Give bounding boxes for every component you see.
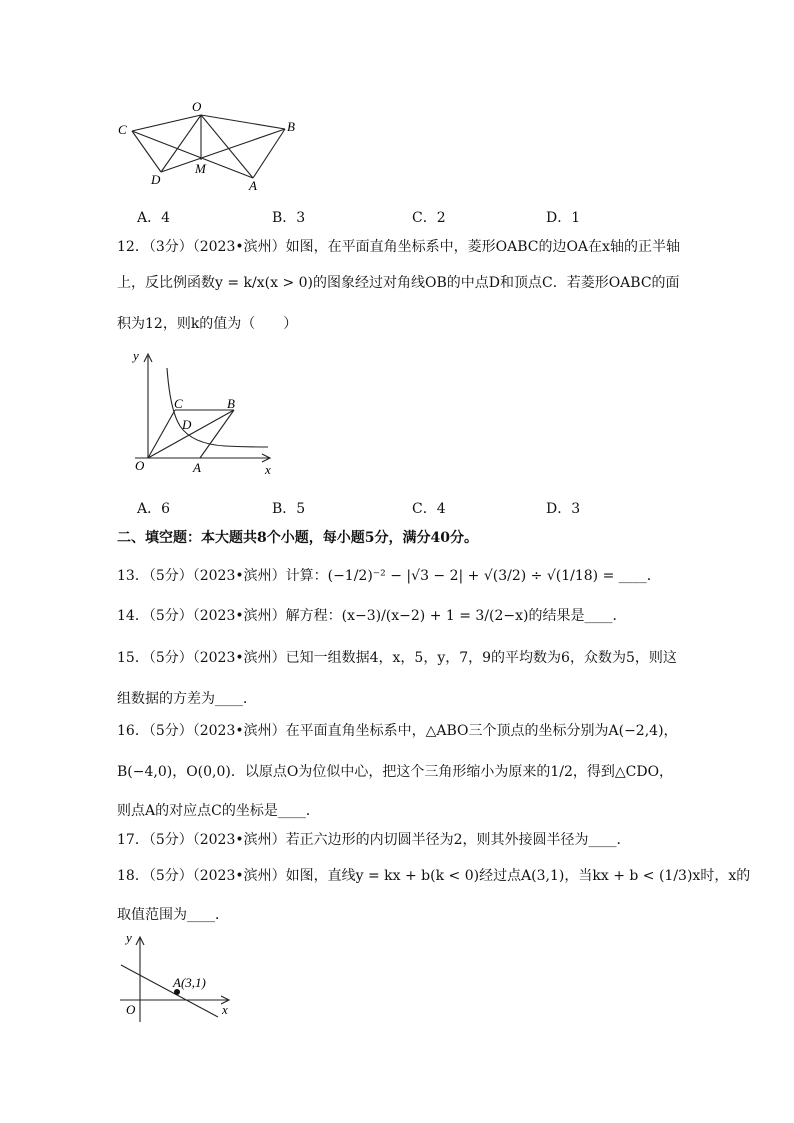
q11-label-o: O [192,99,202,114]
q15-line1: 15．（5分）（2023•滨州）已知一组数据4，x，5，y，7，9的平均数为6，众数为5，则这 [117,650,677,666]
q11-option-d: D．1 [546,210,581,226]
q13-text: 13．（5分）（2023•滨州）计算：(−1/2)⁻² − |√3 − 2| + √(3/2) ÷ √(1/18) = ____． [117,568,661,584]
q18-label-y: y [126,930,132,945]
q12-line2: 上，反比例函数y = k/x(x > 0)的图象经过对角线OB的中点D和顶点C．若菱形OABC的面 [117,275,680,291]
q11-option-a: A．4 [137,210,171,226]
q12-label-a: A [193,460,201,475]
q12-label-b: B [227,396,235,411]
q11-label-c: C [118,122,127,137]
q12-label-o: O [135,458,145,473]
q11-label-d: D [151,172,161,187]
q12-label-x: x [265,462,271,476]
q11-label-a: A [249,178,257,193]
q18-line1: 18．（5分）（2023•滨州）如图，直线y = kx + b(k < 0)经过点A(3,1)，当kx + b < (1/3)x时，x的 [117,868,751,884]
q12-option-a: A．6 [137,501,171,517]
q16-line2: B(−4,0)，O(0,0)．以原点O为位似中心，把这个三角形缩小为原来的1/2，得到△CDO， [117,764,674,780]
q11-label-b: B [287,119,295,134]
q12-option-c: C．4 [412,501,446,517]
q18-label-x: x [222,1002,228,1017]
q12-line1: 12．（3分）（2023•滨州）如图，在平面直角坐标系中，菱形OABC的边OA在x轴的正半轴 [117,239,680,255]
q12-figure [130,348,280,476]
q18-line2: 取值范围为____． [117,907,229,923]
q17-text: 17．（5分）（2023•滨州）若正六边形的内切圆半径为2，则其外接圆半径为____． [117,832,631,848]
section-title: 二、填空题：本大题共8个小题，每小题5分，满分40分。 [117,530,478,546]
q12-option-d: D．3 [546,501,581,517]
q12-label-c: C [174,396,183,411]
q11-option-b: B．3 [272,210,306,226]
q11-figure [112,98,312,198]
q11-option-c: C．2 [412,210,446,226]
q18-figure [118,930,238,1025]
q11-label-m: M [195,161,206,176]
q18-label-a: A(3,1) [173,975,206,990]
q15-line2: 组数据的方差为____． [117,691,257,707]
q12-label-y: y [133,348,139,363]
q16-line1: 16．（5分）（2023•滨州）在平面直角坐标系中，△ABO三个顶点的坐标分别为A(−2,4)， [117,723,678,739]
q14-text: 14．（5分）（2023•滨州）解方程：(x−3)/(x−2) + 1 = 3/(2−x)的结果是____． [117,608,627,624]
q12-line3: 积为12，则k的值为（ ） [117,316,298,332]
q16-line3: 则点A的对应点C的坐标是____． [117,803,320,819]
q12-label-d: D [182,417,192,432]
q18-label-o: O [126,1002,136,1017]
q12-option-b: B．5 [272,501,306,517]
